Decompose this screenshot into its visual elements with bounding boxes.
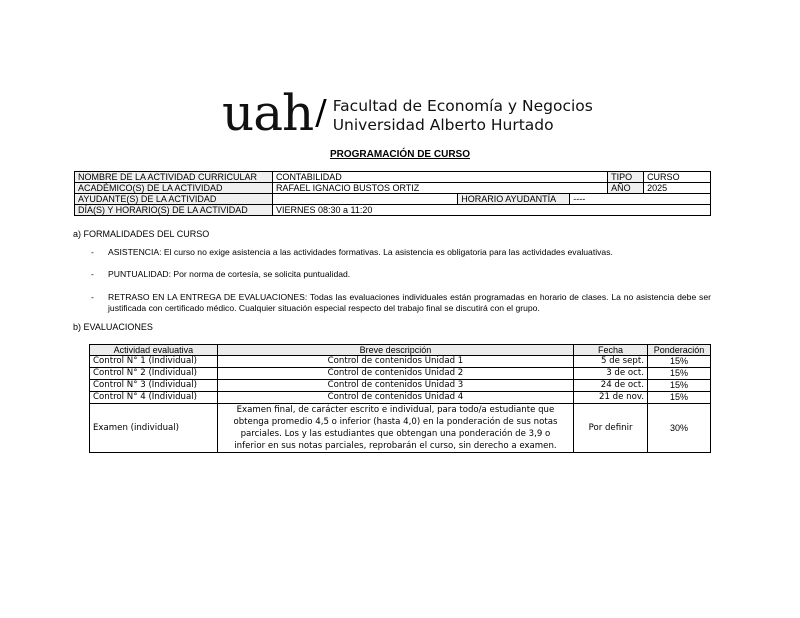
table-row: [90, 404, 711, 453]
logo-mark: uah: [222, 84, 314, 142]
table-row: [90, 380, 711, 392]
column-header: Actividad evaluativa: [90, 345, 218, 356]
actividad-cell: Control N° 1 (Individual): [90, 356, 218, 368]
section-b-heading: b) EVALUACIONES: [73, 322, 153, 332]
anio-label: AÑO: [608, 183, 644, 194]
fecha-cell: 21 de nov.: [574, 392, 648, 404]
ponderacion-cell: 15%: [647, 368, 710, 380]
info-row: [75, 194, 711, 205]
page-title: PROGRAMACIÓN DE CURSO: [329, 149, 470, 160]
ayudante-value: [272, 194, 457, 205]
descripcion-cell: Control de contenidos Unidad 1: [217, 356, 573, 368]
actividad-cell: Control N° 3 (Individual): [90, 380, 218, 392]
ponderacion-cell: 15%: [647, 392, 710, 404]
horario-ayudantia-label: HORARIO AYUDANTÍA: [458, 194, 570, 205]
bullet-text: PUNTUALIDAD: Por norma de cortesía, se solicita puntualidad.: [108, 269, 351, 279]
fecha-cell: Por definir: [574, 404, 648, 453]
academico-label: ACADÉMICO(S) DE LA ACTIVIDAD: [75, 183, 273, 194]
column-header: Fecha: [574, 345, 648, 356]
fecha-cell: 24 de oct.: [574, 380, 648, 392]
ponderacion-cell: 30%: [647, 404, 710, 453]
bullet-icon: -: [91, 269, 94, 279]
uah-logo: [222, 84, 593, 142]
fecha-cell: 3 de oct.: [574, 368, 648, 380]
descripcion-cell: Control de contenidos Unidad 3: [217, 380, 573, 392]
column-header: Breve descripción: [217, 345, 573, 356]
bullet-icon: -: [91, 292, 94, 302]
anio-value: 2025: [644, 183, 711, 194]
nombre-value: CONTABILIDAD: [272, 172, 607, 183]
descripcion-cell: Examen final, de carácter escrito e individual, para todo/a estudiante que obtenga promedio 4,5 o inferior (hasta 4,0) en la ponderación de sus notas parciales. Los y las estudiantes que obtengan una ponderación de 3,9 o inferior en sus notas parciales, reprobarán el curso, sin derecho a examen.: [217, 404, 573, 453]
ponderacion-cell: 15%: [647, 356, 710, 368]
nombre-label: NOMBRE DE LA ACTIVIDAD CURRICULAR: [75, 172, 273, 183]
evaluations-table: [89, 344, 711, 453]
faculty-name: Facultad de Economía y Negocios: [332, 97, 593, 115]
logo-text: [333, 97, 593, 135]
ayudante-label: AYUDANTE(S) DE LA ACTIVIDAD: [75, 194, 273, 205]
list-item: [91, 269, 711, 280]
university-name: Universidad Alberto Hurtado: [332, 116, 554, 134]
section-a-heading: a) FORMALIDADES DEL CURSO: [73, 229, 210, 239]
info-row: [75, 183, 711, 194]
actividad-cell: Control N° 4 (Individual): [90, 392, 218, 404]
logo-slash-icon: /: [315, 93, 327, 133]
dias-value: VIERNES 08:30 a 11:20: [272, 205, 710, 216]
bullet-text: RETRASO EN LA ENTREGA DE EVALUACIONES: Todas las evaluaciones individuales están programadas en horario de clases. La no asistencia debe ser justificada con certificado médico. Cualquier situación especial respecto del trabajo final se discutirá con el grupo.: [108, 292, 711, 313]
table-row: [90, 368, 711, 380]
info-row: [75, 172, 711, 183]
tipo-label: TIPO: [608, 172, 644, 183]
course-info-table: [74, 171, 711, 216]
dias-label: DÍA(S) Y HORARIO(S) DE LA ACTIVIDAD: [75, 205, 273, 216]
column-header: Ponderación: [647, 345, 710, 356]
bullet-text: ASISTENCIA: El curso no exige asistencia a las actividades formativas. La asistencia es obligatoria para las actividades evaluativas.: [108, 247, 613, 257]
ponderacion-cell: 15%: [647, 380, 710, 392]
actividad-cell: Examen (individual): [90, 404, 218, 453]
tipo-value: CURSO: [644, 172, 711, 183]
list-item: [91, 292, 711, 313]
horario-ayudantia-value: ----: [570, 194, 711, 205]
bullet-icon: -: [91, 247, 94, 257]
fecha-cell: 5 de sept.: [574, 356, 648, 368]
table-row: [90, 356, 711, 368]
academico-value: RAFAEL IGNACIO BUSTOS ORTIZ: [272, 183, 607, 194]
descripcion-cell: Control de contenidos Unidad 4: [217, 392, 573, 404]
descripcion-cell: Control de contenidos Unidad 2: [217, 368, 573, 380]
info-row: [75, 205, 711, 216]
table-header-row: [90, 345, 711, 356]
table-row: [90, 392, 711, 404]
list-item: [91, 247, 711, 258]
actividad-cell: Control N° 2 (Individual): [90, 368, 218, 380]
